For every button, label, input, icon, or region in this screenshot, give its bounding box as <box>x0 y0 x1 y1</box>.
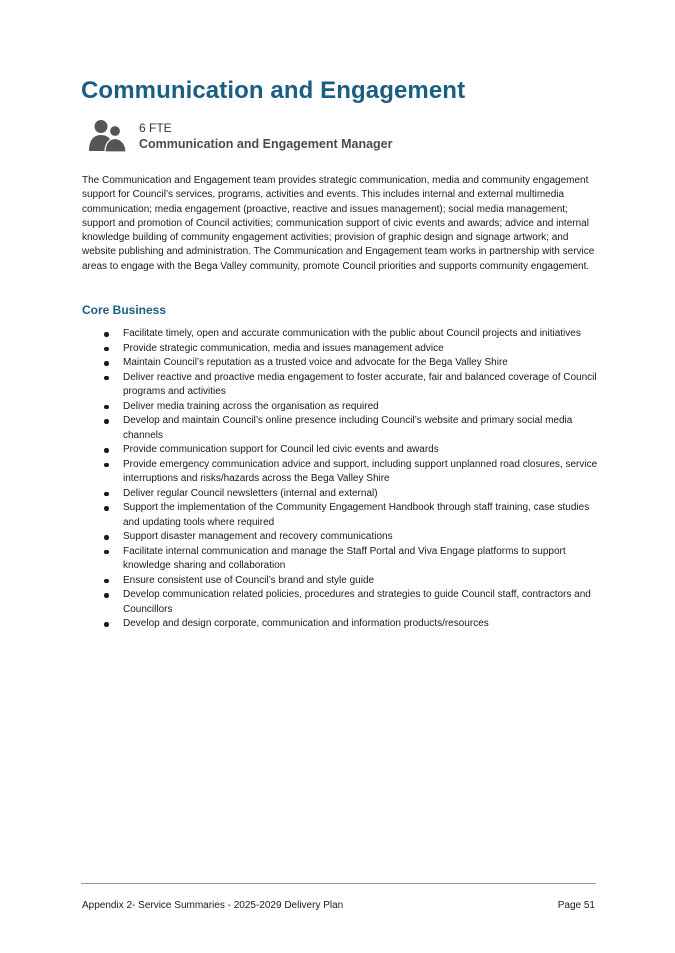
list-item-text: Facilitate internal communication and manage the Staff Portal and Viva Engage platforms to support knowledge sharing and collaboration <box>123 545 566 572</box>
list-item <box>82 342 602 356</box>
list-item <box>82 458 602 487</box>
bullet-icon <box>104 622 109 627</box>
list-item-text: Facilitate timely, open and accurate communication with the public about Council projects and initiatives <box>123 328 581 339</box>
bullet-icon <box>104 593 109 598</box>
bullet-icon <box>104 492 109 497</box>
list-item <box>82 371 602 400</box>
list-item-text: Maintain Council’s reputation as a trusted voice and advocate for the Bega Valley Shire <box>123 357 508 369</box>
list-item <box>82 545 602 574</box>
list-item-text: Provide emergency communication advice and support, including support unplanned road closures, service interruptions and risks/hazards across the Bega Valley Shire <box>123 458 598 485</box>
list-item-text: Provide strategic communication, media and issues management advice <box>123 342 444 354</box>
bullet-icon <box>104 405 109 410</box>
people-icon <box>88 119 128 153</box>
list-item <box>82 443 602 457</box>
bullet-icon <box>104 535 109 540</box>
list-item-text: Develop and design corporate, communication and information products/resources <box>123 618 489 630</box>
bullet-icon <box>104 579 109 584</box>
list-item <box>82 617 602 631</box>
list-item <box>82 487 602 501</box>
list-item-text: Support the implementation of the Community Engagement Handbook through staff training, case studies and updating tools where required <box>123 502 590 528</box>
list-item-text: Develop and maintain Council’s online presence including Council’s website and primary social media channels <box>123 415 573 441</box>
page-title: Communication and Engagement <box>81 77 466 104</box>
list-item-text: Deliver media training across the organisation as required <box>123 400 379 412</box>
list-item-text: Provide communication support for Council led civic events and awards <box>123 444 439 456</box>
list-item <box>82 530 602 544</box>
list-item <box>82 574 602 588</box>
fte-count: 6 FTE <box>139 121 172 135</box>
list-item-text: Deliver reactive and proactive media engagement to foster accurate, fair and balanced coverage of Council programs and activities <box>123 371 597 398</box>
list-item <box>82 356 602 370</box>
list-item-text: Ensure consistent use of Council’s brand and style guide <box>123 574 375 586</box>
list-item-text: Develop communication related policies, procedures and strategies to guide Council staff, contractors and Councillors <box>123 589 591 615</box>
footer-divider <box>81 883 596 884</box>
bullet-icon <box>104 506 109 511</box>
list-item <box>82 414 602 443</box>
list-item <box>82 588 602 617</box>
core-business-list <box>82 327 602 632</box>
bullet-icon <box>104 347 109 352</box>
list-item-text: Support disaster management and recovery communications <box>123 531 393 543</box>
manager-title: Communication and Engagement Manager <box>139 137 393 151</box>
list-item <box>82 501 602 530</box>
bullet-icon <box>104 376 109 381</box>
bullet-icon <box>104 463 109 468</box>
bullet-icon <box>104 448 109 453</box>
bullet-icon <box>104 332 109 337</box>
list-item <box>82 400 602 414</box>
page-number: Page 51 <box>557 900 595 911</box>
list-item <box>82 327 602 341</box>
list-item-text: Deliver regular Council newsletters (internal and external) <box>123 487 378 499</box>
intro-paragraph: The Communication and Engagement team provides strategic communication, media and community engagement support for Council’s services, programs, activities and events. This includes internal and external multimedia communication; media engagement (proactive, reactive and issues management); social media management; support and promotion of Council activities; communication support of civic events and awards; advice and internal knowledge building of community engagement activities; provision of graphic design and signage artwork; and website publishing and administration. The Communication and Engagement team works in partnership with service areas to engage with the Bega Valley community, promote Council priorities and supports community engagement. <box>82 175 595 272</box>
bullet-icon <box>104 361 109 366</box>
footer-document-title: Appendix 2- Service Summaries - 2025-2029 Delivery Plan <box>82 900 344 911</box>
bullet-icon <box>104 419 109 424</box>
bullet-icon <box>104 550 109 555</box>
core-business-heading: Core Business <box>82 303 167 317</box>
